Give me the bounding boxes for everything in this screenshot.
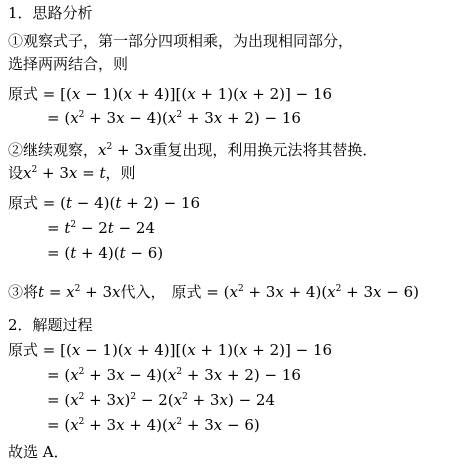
yuanshi-label: 原式 (8, 85, 39, 103)
step1-text-line1: ①观察式子，第一部分四项相乘，为出现相同部分， (8, 32, 354, 50)
step2-text-b: 重复出现，利用换元法将其替换． (152, 141, 378, 159)
final-answer: 故选 A． (8, 443, 69, 461)
yuanshi-label: 原式 (171, 283, 202, 301)
step2-text: ②继续观察，$x^2 + 3x$重复出现，利用换元法将其替换． (8, 141, 378, 159)
set-suffix: ，则 (105, 164, 136, 182)
step3-prefix: ③将 (8, 283, 39, 301)
heading-2: 2．解题过程 (8, 316, 93, 334)
step3-line: ③将$t = x^2 + 3x$代入， 原式 = $(x^2 + 3x + 4)(x^2 + 3x - 6)$ (8, 283, 419, 301)
derivation2-line1: 原式 = (t − 4)(t + 2) − 16 (8, 194, 201, 212)
step3-mid: 代入， (120, 283, 166, 301)
solution-line4: = $(x^2 + 3x + 4)(x^2 + 3x - 6)$ (47, 416, 260, 434)
solution-line1: 原式 = [(x − 1)(x + 4)][(x + 1)(x + 2)] − 16 (8, 341, 333, 359)
solution-line3: = $(x^2 + 3x)^2 - 2(x^2 + 3x) - 24$ (47, 391, 275, 409)
yuanshi-label: 原式 (8, 341, 39, 359)
step1-text-line2: 选择两两结合，则 (8, 55, 129, 73)
solution-line2: = $(x^2 + 3x - 4)(x^2 + 3x + 2) - 16$ (47, 366, 301, 384)
yuanshi-label: 原式 (8, 194, 39, 212)
derivation2-line2: = $t^2 - 2t - 24$ (47, 219, 155, 237)
set-prefix: 设 (8, 164, 24, 182)
substitution-line: 设$x^2 + 3x = t$，则 (8, 164, 136, 182)
derivation2-line3: = (t + 4)(t − 6) (47, 244, 164, 262)
heading-1: 1．思路分析 (8, 4, 93, 22)
step2-text-a: ②继续观察， (8, 141, 99, 159)
derivation1-line2: = $(x^2 + 3x - 4)(x^2 + 3x + 2) - 16$ (47, 109, 301, 127)
derivation1-line1: 原式 = [(x − 1)(x + 4)][(x + 1)(x + 2)] − 16 (8, 85, 333, 103)
